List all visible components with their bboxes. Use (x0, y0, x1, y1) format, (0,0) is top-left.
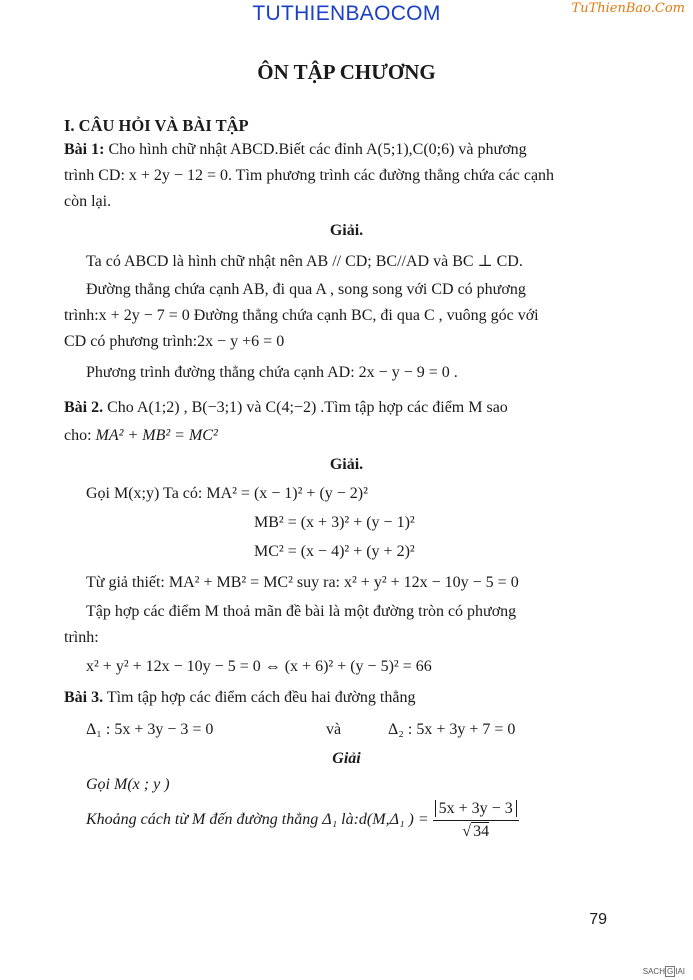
sol3-distance-text: Khoảng cách từ M đến đường thẳng Δ₁ là:d(M,Δ₁ ) = (86, 811, 433, 829)
sol1-line-4: CD có phương trình:2x − y +6 = 0 (64, 333, 285, 350)
sol2-line-1 (86, 485, 368, 503)
sol2-result: suy ra: x² + y² + 12x − 10y − 5 = 0 (292, 574, 519, 591)
giai3-heading: Giải (332, 750, 361, 767)
sol2-ma-eq: MA² = (x − 1)² + (y − 2)² (206, 485, 368, 502)
sol2-line-6: trình: (64, 629, 99, 646)
sol2-mb-eq: MB² = (x + 3)² + (y − 1)² (254, 514, 415, 531)
bai2-text-2: cho: (64, 427, 96, 444)
bai1-line-3: còn lại. (64, 193, 112, 210)
sol1-line-3: trình:x + 2y − 7 = 0 Đường thẳng chứa cạnh BC, đi qua C , vuông góc với (64, 307, 539, 324)
sol2-hyp-label: Từ giả thiết: (86, 574, 169, 591)
giai2-heading: Giải. (329, 456, 364, 473)
sol2-line-5: Tập hợp các điểm M thoả mãn đề bài là một đường tròn có phương (86, 603, 517, 620)
bai3-delta1: Δ₁ : 5x + 3y − 3 = 0 (86, 721, 214, 738)
sol2-intro: Gọi M(x;y) Ta có: (86, 485, 207, 502)
bai3-text-1: Tìm tập hợp các điểm cách đều hai đường thẳng (103, 689, 416, 706)
sol3-line-2 (86, 800, 519, 841)
bai2-text-1: Cho A(1;2) , B(−3;1) và C(4;−2) .Tìm tập hợp các điểm M sao (103, 399, 508, 416)
bai3-and: và (326, 721, 342, 738)
bai2-condition: MA² + MB² = MC² (95, 427, 218, 444)
sol2-line-4 (86, 574, 519, 592)
sol1-line-1: Ta có ABCD là hình chữ nhật nên AB // CD; BC//AD và BC ⊥ CD. (86, 253, 523, 270)
fraction-denominator: 34 (473, 823, 490, 840)
bai2-line-2 (64, 427, 218, 445)
bai1-text-1: Cho hình chữ nhật ABCD.Biết các đỉnh A(5;1),C(0;6) và phương (104, 141, 527, 158)
bai1-line-2: trình CD: x + 2y − 12 = 0. Tìm phương trình các đường thẳng chứa các cạnh (64, 167, 555, 184)
bai1-label: Bài 1: (64, 141, 105, 158)
sol1-line-5: Phương trình đường thẳng chứa cạnh AD: 2x − y − 9 = 0 . (86, 364, 458, 381)
bai2-label: Bài 2. (64, 399, 104, 416)
distance-fraction: $\frac{5x + 3y - 3}{√ 34}$ (433, 800, 519, 841)
sol1-line-2: Đường thẳng chứa cạnh AB, đi qua A , song song với CD có phương (86, 281, 526, 298)
site-header-title: TUTHIENBAOCOM (252, 2, 441, 25)
page-number: 79 (589, 911, 607, 928)
fraction-numerator: 5x + 3y − 3 (435, 800, 517, 817)
bai2-line-1 (64, 399, 508, 417)
sol3-line-1: Gọi M(x ; y ) (86, 776, 170, 793)
bai3-label: Bài 3. (64, 689, 104, 706)
section-heading: I. CÂU HỎI VÀ BÀI TẬP (64, 116, 249, 135)
site-logo: TuThienBao.Com (571, 1, 685, 16)
sol2-hyp-eq: MA² + MB² = MC² (168, 574, 293, 591)
sol2-circle-eq: x² + y² + 12x − 10y − 5 = 0 ⇔ (x + 6)² + (y − 5)² = 66 (86, 658, 432, 675)
bai1-line-1 (64, 141, 527, 159)
sol2-mc-eq: MC² = (x − 4)² + (y + 2)² (254, 543, 415, 560)
page-title: ÔN TẬP CHƯƠNG (257, 60, 436, 84)
brand-watermark: SACH G IAI (642, 967, 685, 976)
giai1-heading: Giải. (329, 222, 364, 239)
bai3-delta2: Δ₂ : 5x + 3y + 7 = 0 (388, 721, 516, 738)
bai3-line-1 (64, 689, 415, 707)
